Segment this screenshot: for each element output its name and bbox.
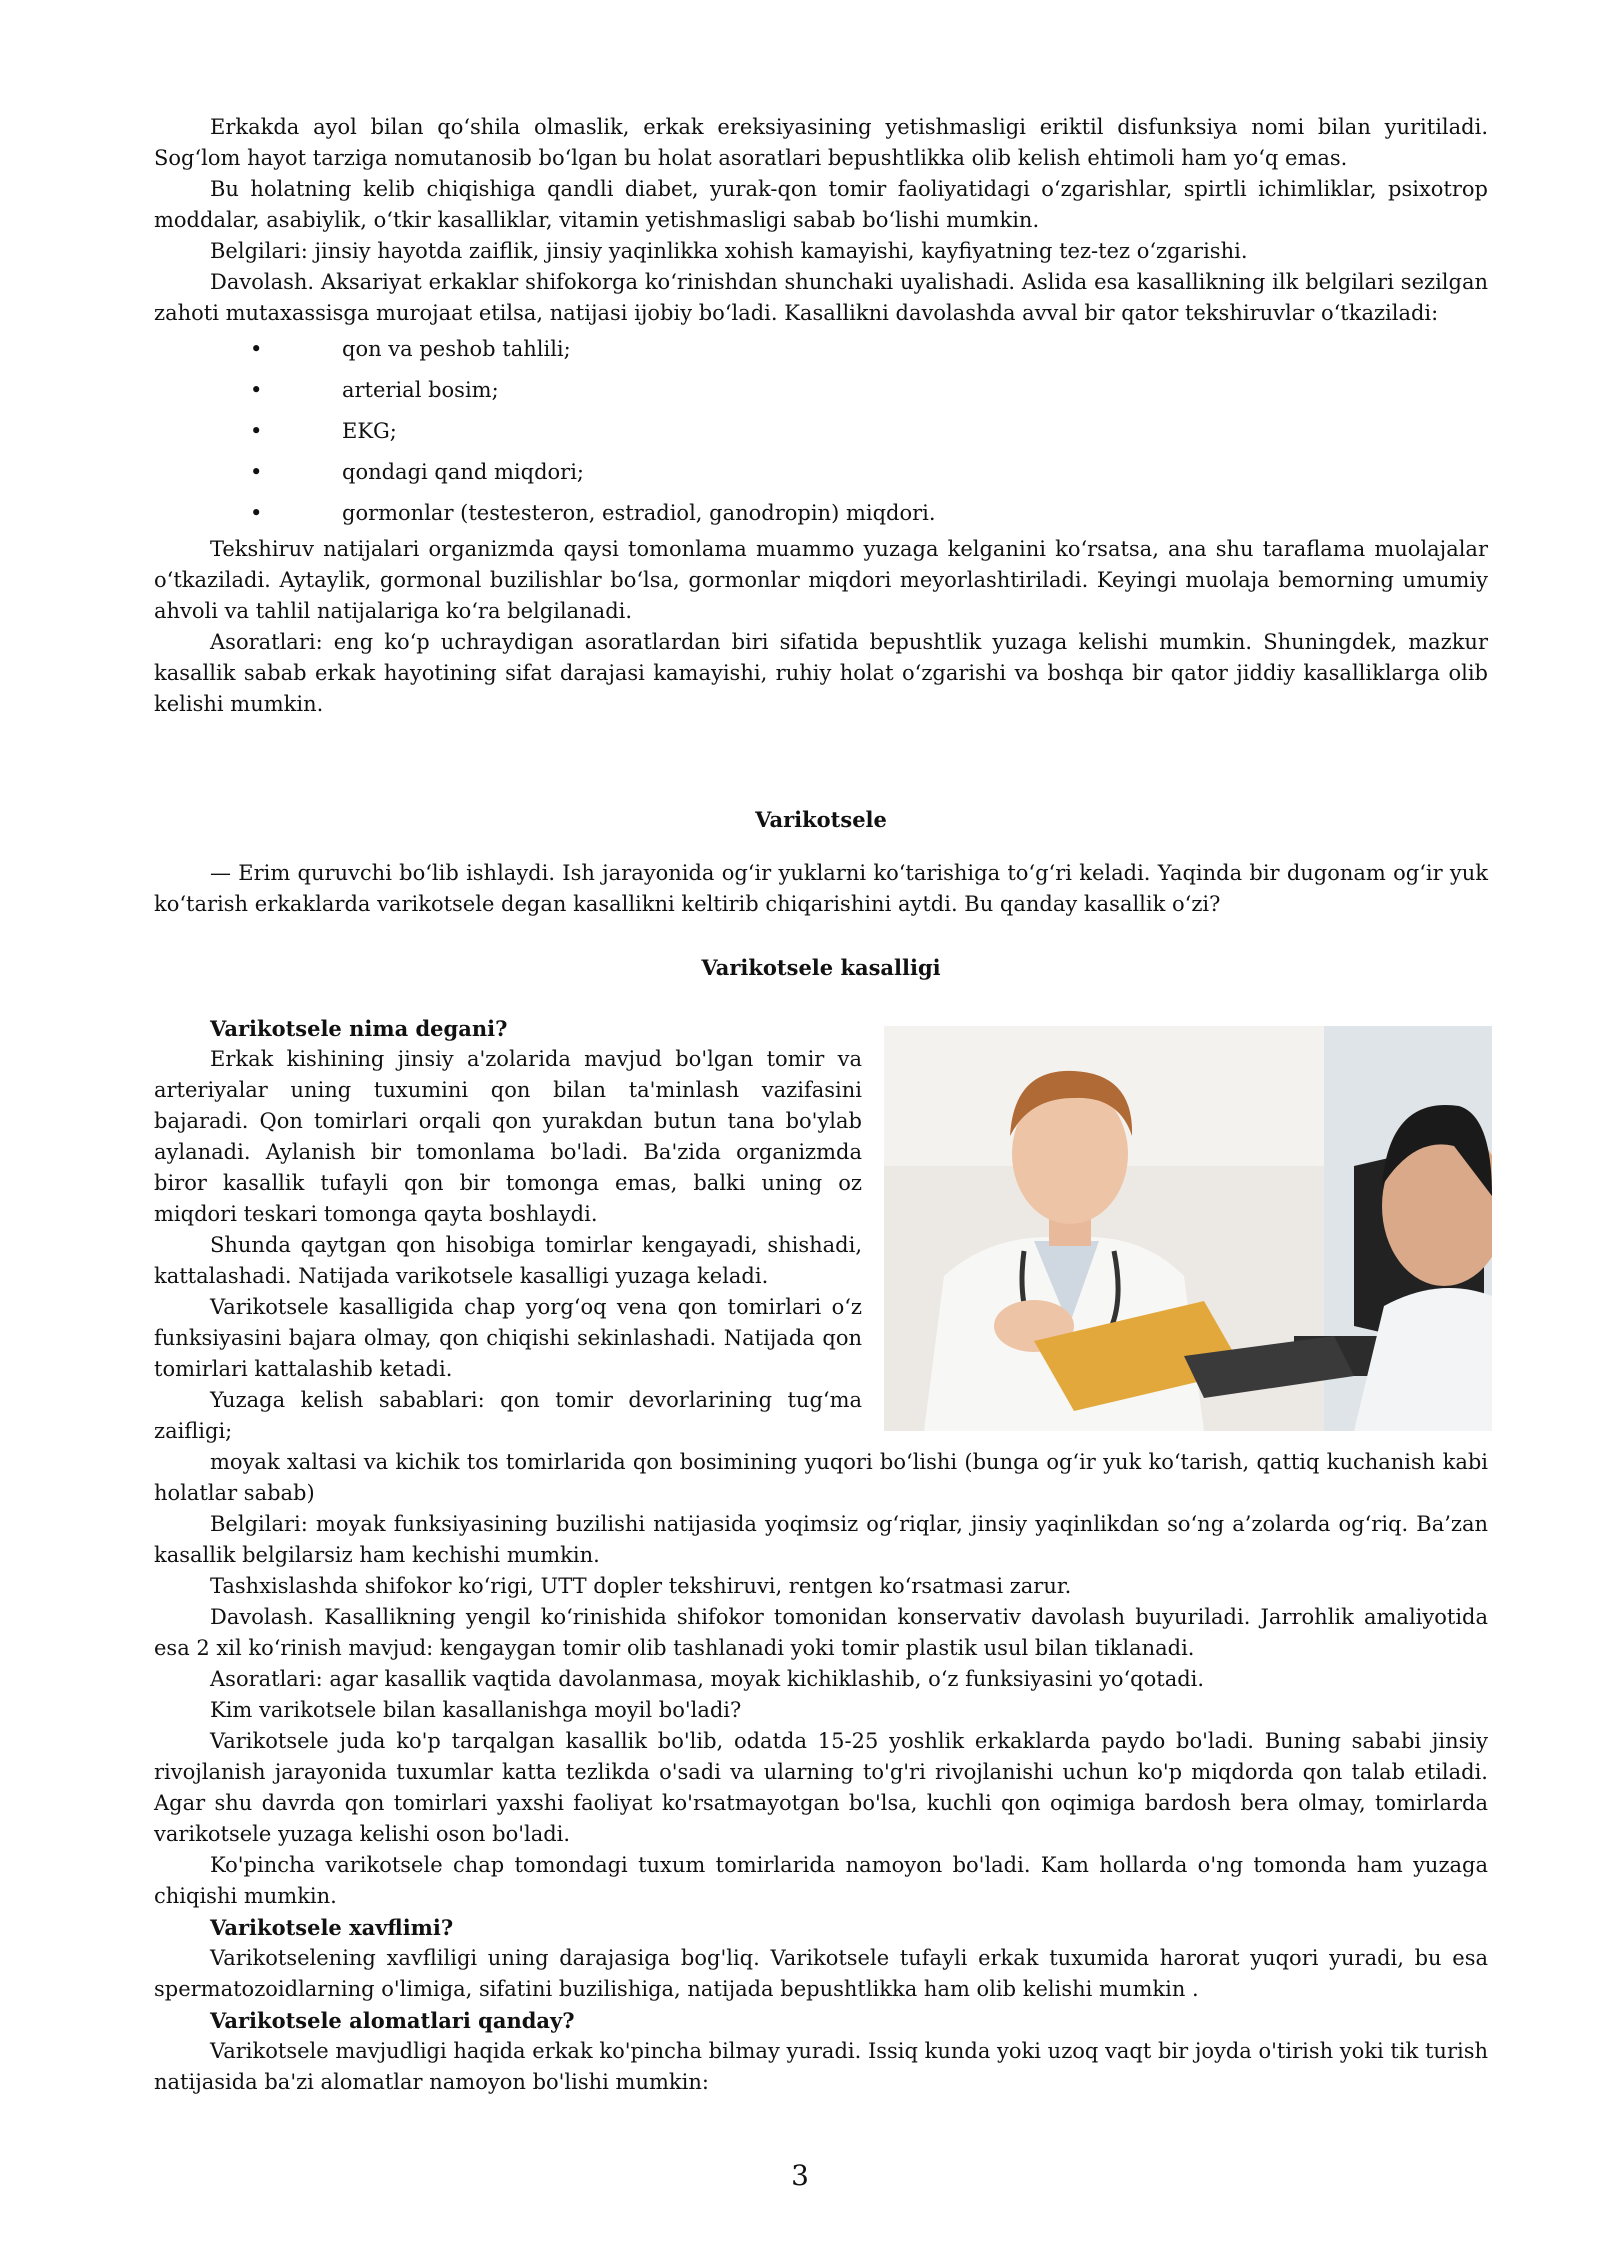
paragraph: Tashxislashda shifokor ko‘rigi, UTT dopler tekshiruvi, rentgen ko‘rsatmasi zarur.: [210, 1574, 1072, 1598]
article-subtitle: Varikotsele kasalligi: [701, 955, 941, 980]
paragraph: Asoratlari: agar kasallik vaqtida davolanmasa, moyak kichiklashib, o‘z funksiyasini yo‘qotadi.: [210, 1667, 1205, 1691]
question-heading: Varikotsele nima degani?: [210, 1016, 508, 1041]
paragraph: moyak xaltasi va kichik tos tomirlarida qon bosimining yuqori bo‘lishi (bunga og‘ir yuk ko‘tarish, qattiq kuchanish kabi holatlar sabab): [154, 1450, 1488, 1505]
paragraph: Tekshiruv natijalari organizmda qaysi tomonlama muammo yuzaga kelganini ko‘rsatsa, ana shu taraflama muolajalar o‘tkaziladi. Aytaylik, gormonal buzilishlar bo‘lsa, gormonlar miqdori meyorlashtiriladi. Keyingi muolaja bemorning umumiy ahvoli va tahlil natijalariga ko‘ra belgilanadi.: [154, 537, 1488, 623]
paragraph: Belgilari: jinsiy hayotda zaiflik, jinsiy yaqinlikka xohish kamayishi, kayfiyatning tez-tez o‘zgarishi.: [210, 239, 1248, 263]
bullet-icon: •: [250, 460, 263, 484]
dialog-question: — Erim quruvchi bo‘lib ishlaydi. Ish jarayonida og‘ir yuklarni ko‘tarishiga to‘g‘ri keladi. Yaqinda bir dugonam og‘ir yuk ko‘tarish erkaklarda varikotsele degan kasallikni keltirib chiqarishini aytdi. Bu qanday kasallik o‘zi?: [154, 861, 1488, 916]
paragraph: Kim varikotsele bilan kasallanishga moyil bo'ladi?: [210, 1698, 742, 1722]
bullet-icon: •: [250, 378, 263, 402]
paragraph: Belgilari: moyak funksiyasining buzilishi natijasida yoqimsiz og‘riqlar, jinsiy yaqinlikdan so‘ng a’zolarda og‘riq. Ba’zan kasallik belgilarsiz ham kechishi mumkin.: [154, 1512, 1488, 1567]
paragraph: Shunda qaytgan qon hisobiga tomirlar kengayadi, shishadi, kattalashadi. Natijada varikotsele kasalligi yuzaga keladi.: [154, 1233, 862, 1288]
paragraph: Erkakda ayol bilan qo‘shila olmaslik, erkak ereksiyasining yetishmasligi eriktil disfunksiya nomi bilan yuritiladi. Sog‘lom hayot tarziga nomutanosib bo‘lgan bu holat asoratlari bepushtlikka olib kelish ehtimoli ham yo‘q emas.: [154, 115, 1488, 170]
bullet-icon: •: [250, 337, 263, 361]
list-item: • qondagi qand miqdori;: [154, 452, 1488, 493]
list-item: • qon va peshob tahlili;: [154, 329, 1488, 370]
paragraph: Bu holatning kelib chiqishiga qandli diabet, yurak-qon tomir faoliyatidagi o‘zgarishlar, spirtli ichimliklar, psixotrop moddalar, asabiylik, o‘tkir kasalliklar, vitamin yetishmasligi sabab bo‘lishi mumkin.: [154, 177, 1488, 232]
bullet-icon: •: [250, 501, 263, 525]
list-item: • EKG;: [154, 411, 1488, 452]
paragraph: Erkak kishining jinsiy a'zolarida mavjud bo'lgan tomir va arteriyalar uning tuxumini qon bilan ta'minlash vazifasini bajaradi. Qon tomirlari orqali qon yurakdan butun tana bo'ylab aylanadi. Aylanish bir tomonlama bo'ladi. Ba'zida organizmda biror kasallik tufayli qon bir tomonga emas, balki uning oz miqdori teskari tomonga qayta boshlaydi.: [154, 1047, 862, 1226]
paragraph: Yuzaga kelish sabablari: qon tomir devorlarining tug‘ma zaifligi;: [154, 1388, 862, 1443]
paragraph: Davolash. Kasallikning yengil ko‘rinishida shifokor tomonidan konservativ davolash buyuriladi. Jarrohlik amaliyotida esa 2 xil ko‘rinish mavjud: kengaygan tomir olib tashlanadi yoki tomir plastik usul bilan tiklanadi.: [154, 1605, 1488, 1660]
list-item: • arterial bosim;: [154, 370, 1488, 411]
question-heading: Varikotsele alomatlari qanday?: [210, 2008, 575, 2033]
doctor-patient-photo: [884, 1026, 1492, 1431]
paragraph: Ko'pincha varikotsele chap tomondagi tuxum tomirlarida namoyon bo'ladi. Kam hollarda o'ng tomonda ham yuzaga chiqishi mumkin.: [154, 1853, 1488, 1908]
paragraph: Asoratlari: eng ko‘p uchraydigan asoratlardan biri sifatida bepushtlik yuzaga kelishi mumkin. Shuningdek, mazkur kasallik sabab erkak hayotining sifat darajasi kamayishi, ruhiy holat o‘zgarishi va boshqa bir qator jiddiy kasalliklarga olib kelishi mumkin.: [154, 630, 1488, 716]
question-heading: Varikotsele xavflimi?: [210, 1915, 454, 1940]
body-section: [154, 1447, 1488, 2098]
list-item: • gormonlar (testesteron, estradiol, ganodropin) miqdori.: [154, 493, 1488, 534]
paragraph: Varikotselening xavfliligi uning darajasiga bog'liq. Varikotsele tufayli erkak tuxumida harorat yuqori yuradi, bu esa spermatozoidlarning o'limiga, sifatini buzilishiga, natijada bepushtlikka ham olib kelishi mumkin .: [154, 1946, 1488, 2001]
paragraph: Davolash. Aksariyat erkaklar shifokorga ko‘rinishdan shunchaki uyalishadi. Aslida esa kasallikning ilk belgilari sezilgan zahoti mutaxassisga murojaat etilsa, natijasi ijobiy bo‘ladi. Kasallikni davolashda avval bir qator tekshiruvlar o‘tkaziladi:: [154, 270, 1488, 325]
bullet-icon: •: [250, 419, 263, 443]
paragraph: Varikotsele kasalligida chap yorg‘oq vena qon tomirlari o‘z funksiyasini bajara olmay, qon chiqishi sekinlashadi. Natijada qon tomirlari kattalashib ketadi.: [154, 1295, 862, 1381]
paragraph: Varikotsele juda ko'p tarqalgan kasallik bo'lib, odatda 15-25 yoshlik erkaklarda paydo bo'ladi. Buning sababi jinsiy rivojlanish jarayonida tuxumlar katta tezlikda o'sadi va ularning to'g'ri rivojlanishi uchun ko'p miqdorda qon talab etiladi. Agar shu davrda qon tomirlari yaxshi faoliyat ko'rsatmayotgan bo'lsa, kuchli qon oqimiga bardosh bera olmay, tomirlarda varikotsele yuzaga kelishi oson bo'ladi.: [154, 1729, 1488, 1846]
section-heading: Varikotsele: [755, 807, 887, 832]
intro-section: [154, 112, 1488, 720]
text-column: [154, 1013, 862, 1447]
page-number: 3: [791, 2159, 809, 2192]
paragraph: Varikotsele mavjudligi haqida erkak ko'pincha bilmay yuradi. Issiq kunda yoki uzoq vaqt bir joyda o'tirish yoki tik turish natijasida ba'zi alomatlar namoyon bo'lishi mumkin:: [154, 2039, 1488, 2094]
